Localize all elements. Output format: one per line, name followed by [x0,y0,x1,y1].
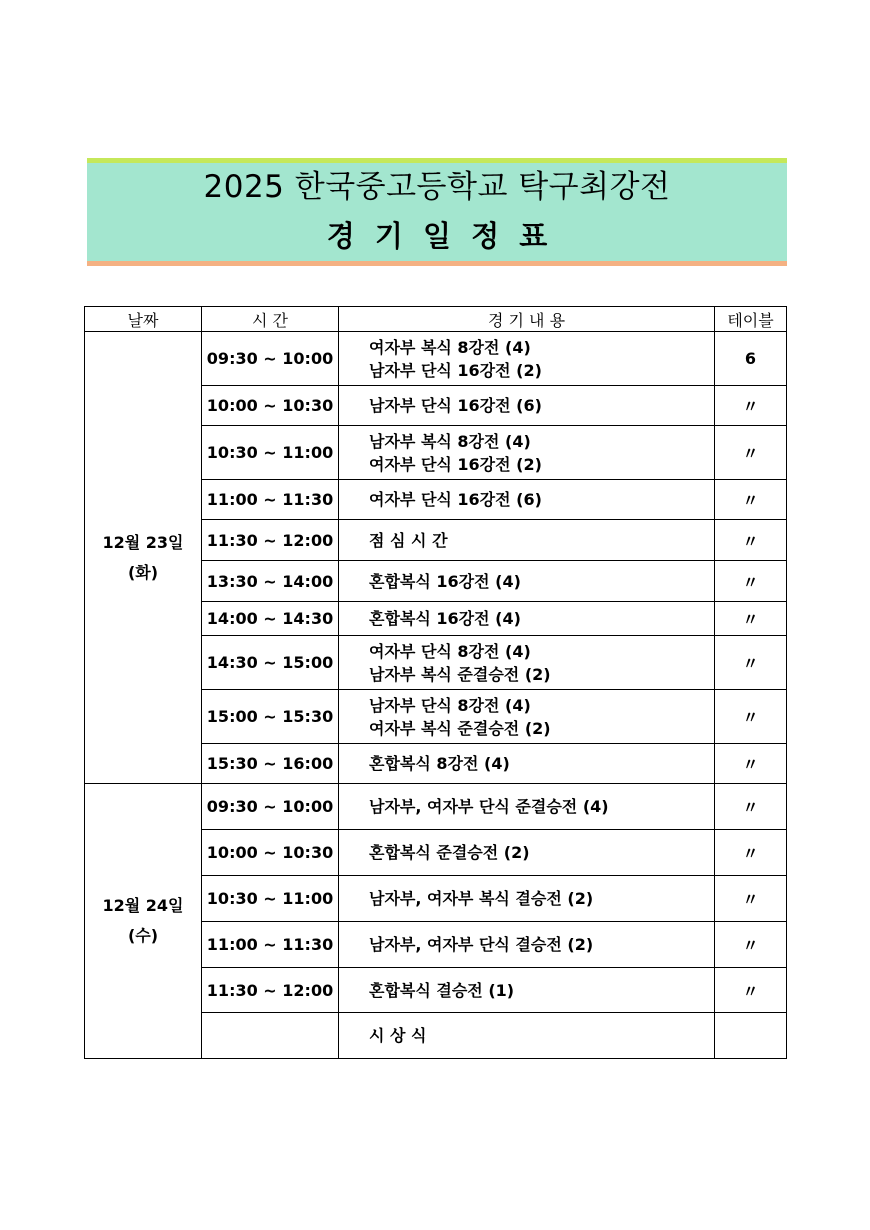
table-number-cell: 〃 [715,426,787,480]
schedule-body [85,332,787,1059]
time-cell: 11:30 ~ 12:00 [202,520,339,561]
header-content: 경 기 내 용 [339,307,715,332]
table-number-cell: 〃 [715,602,787,636]
time-cell: 15:30 ~ 16:00 [202,744,339,784]
event-text: 남자부 단식 16강전 (6) [369,396,542,415]
table-row [85,784,787,830]
event-text: 여자부 단식 16강전 (2) [369,454,542,474]
header-date: 날짜 [85,307,202,332]
time-cell: 10:00 ~ 10:30 [202,830,339,876]
event-cell [339,386,715,426]
event-text: 점 심 시 간 [369,530,448,550]
event-text: 혼합복식 16강전 (4) [369,571,521,591]
table-number-cell: 〃 [715,690,787,744]
table-number-cell: 〃 [715,386,787,426]
title-banner [87,158,787,266]
table-number-cell: 〃 [715,520,787,561]
time-cell: 13:30 ~ 14:00 [202,561,339,602]
event-cell [339,332,715,386]
table-number-cell: 〃 [715,830,787,876]
header-table-number: 테이블 [715,307,787,332]
time-cell: 14:30 ~ 15:00 [202,636,339,690]
table-number-cell: 〃 [715,784,787,830]
table-number-cell: 〃 [715,744,787,784]
time-cell: 15:00 ~ 15:30 [202,690,339,744]
event-text: 남자부 복식 준결승전 (2) [369,664,551,684]
event-cell [339,690,715,744]
event-text: 혼합복식 준결승전 (2) [369,843,530,862]
event-cell [339,426,715,480]
time-cell: 10:30 ~ 11:00 [202,876,339,922]
table-number-cell: 〃 [715,561,787,602]
table-number-cell: 〃 [715,968,787,1013]
event-cell [339,1013,715,1059]
event-cell [339,602,715,636]
event-cell [339,480,715,520]
event-text: 남자부 단식 8강전 (4) [369,695,531,715]
time-cell [202,1013,339,1059]
table-number-cell: 6 [715,332,787,386]
date-text: 12월 24일 [102,896,184,915]
table-number-cell [715,1013,787,1059]
time-cell: 10:30 ~ 11:00 [202,426,339,480]
event-cell [339,784,715,830]
event-text: 남자부 단식 16강전 (2) [369,360,542,380]
header-time: 시 간 [202,307,339,332]
document-subtitle: 경 기 일 정 표 [326,219,548,253]
event-text: 여자부 단식 16강전 (6) [369,490,542,509]
document-title: 2025 한국중고등학교 탁구최강전 [203,169,671,205]
event-cell [339,636,715,690]
event-cell [339,968,715,1013]
table-number-cell: 〃 [715,922,787,968]
table-number-cell: 〃 [715,480,787,520]
table-row [85,332,787,386]
event-text: 여자부 복식 8강전 (4) [369,337,531,357]
date-cell [85,784,202,1059]
event-cell [339,744,715,784]
date-text: 12월 23일 [102,532,184,552]
event-cell [339,830,715,876]
event-cell [339,922,715,968]
weekday-text: (화) [127,562,159,582]
event-text: 남자부, 여자부 복식 결승전 (2) [369,889,594,908]
event-text: 남자부 복식 8강전 (4) [369,431,531,451]
event-text: 혼합복식 결승전 (1) [369,980,515,1000]
event-text: 혼합복식 8강전 (4) [369,754,510,773]
schedule-table [84,306,787,1059]
table-number-cell: 〃 [715,876,787,922]
weekday-text: (수) [127,926,159,945]
time-cell: 10:00 ~ 10:30 [202,386,339,426]
time-cell: 09:30 ~ 10:00 [202,784,339,830]
event-cell [339,520,715,561]
table-number-cell: 〃 [715,636,787,690]
event-cell [339,561,715,602]
header-row [85,307,787,332]
event-text: 여자부 복식 준결승전 (2) [369,718,551,738]
event-text: 남자부, 여자부 단식 준결승전 (4) [369,797,609,816]
event-text: 남자부, 여자부 단식 결승전 (2) [369,935,594,954]
time-cell: 09:30 ~ 10:00 [202,332,339,386]
event-text: 시 상 식 [369,1026,427,1045]
time-cell: 11:00 ~ 11:30 [202,480,339,520]
time-cell: 14:00 ~ 14:30 [202,602,339,636]
time-cell: 11:30 ~ 12:00 [202,968,339,1013]
event-cell [339,876,715,922]
time-cell: 11:00 ~ 11:30 [202,922,339,968]
event-text: 혼합복식 16강전 (4) [369,609,521,628]
event-text: 여자부 단식 8강전 (4) [369,641,531,661]
date-cell [85,332,202,784]
